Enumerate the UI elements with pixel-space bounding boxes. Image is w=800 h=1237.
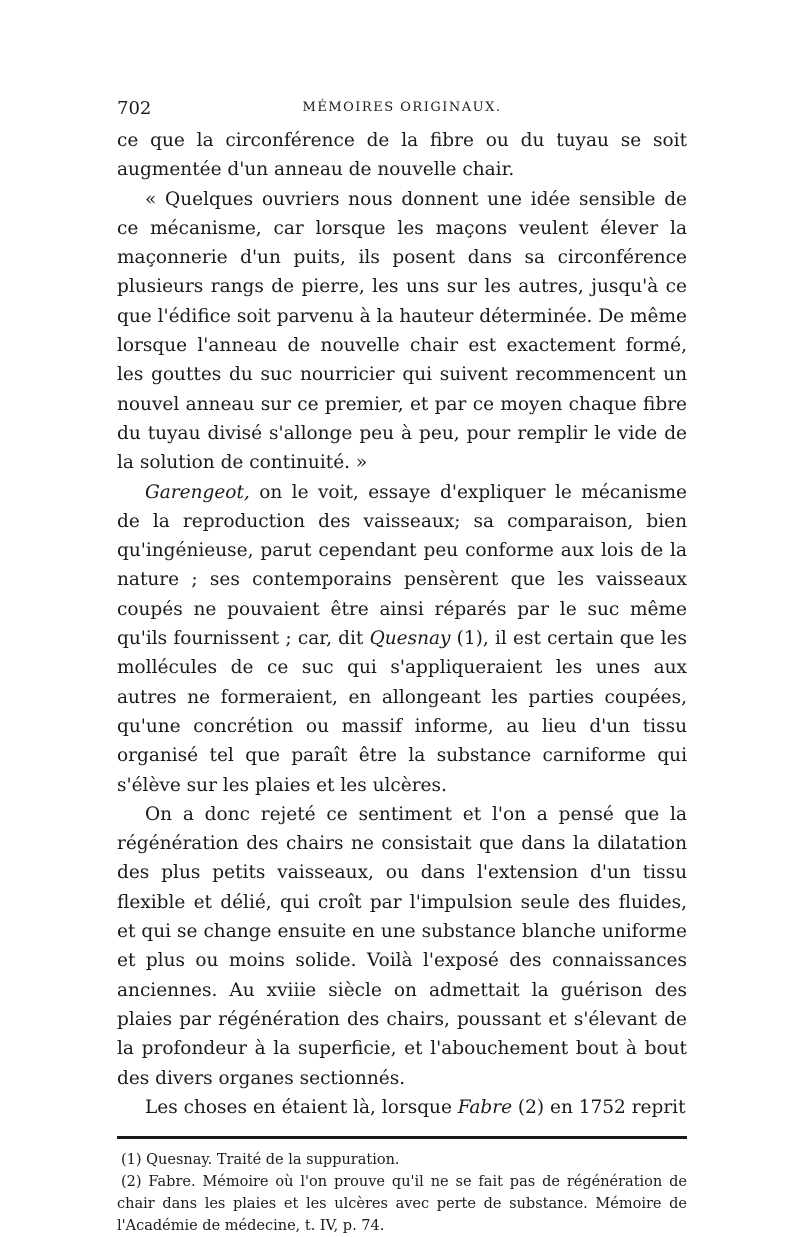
footnote-1: (1) Quesnay. Traité de la suppuration. xyxy=(121,1152,400,1169)
running-head: MÉMOIRES ORIGINAUX. xyxy=(302,100,502,115)
paragraph-4: On a donc rejeté ce sentiment et l'on a pensé que la régénération des chairs ne consistait que dans la dilatation des plus petits vaisseaux, ou dans l'extension d'un tissu flexible et délié, qui croît par l'impulsion seule des fluides, et qui se change ensuite en une substance blanche uniforme et plus ou moins solide. Voilà l'exposé des connaissances anciennes. Au xviiie siècle on admettait la guérison des plaies par régénération des chairs, poussant et s'élevant de la profondeur à la superficie, et l'abouchement bout à bout des divers organes sectionnés. xyxy=(117,803,687,1089)
paragraph-3-text-a: on le voit, essaye d'expliquer le mécanisme de la reproduction des vaisseaux; sa comparaison, bien qu'ingénieuse, parut cependant peu conforme aux lois de la nature ; ses contemporains pensèrent que les vaisseaux coupés ne pouvaient être ainsi réparés par le suc même qu'ils fournissent ; car, dit xyxy=(117,481,687,650)
paragraph-5 xyxy=(117,1093,687,1122)
author-fabre: Fabre xyxy=(457,1096,513,1118)
author-garengeot: Garengeot, xyxy=(145,481,250,503)
author-quesnay: Quesnay xyxy=(369,628,451,650)
page-number: 702 xyxy=(117,98,152,119)
paragraph-2: « Quelques ouvriers nous donnent une idée sensible de ce mécanisme, car lorsque les maçons veulent élever la maçonnerie d'un puits, ils posent dans sa circonférence plusieurs rangs de pierre, les uns sur les autres, jusqu'à ce que l'édifice soit parvenu à la hauteur déterminée. De même lorsque l'anneau de nouvelle chair est exactement formé, les gouttes du suc nourricier qui suivent recommencent un nouvel anneau sur ce premier, et par ce moyen chaque fibre du tuyau divisé s'allonge peu à peu, pour remplir le vide de la solution de continuité. » xyxy=(117,188,687,474)
paragraph-3 xyxy=(117,478,687,800)
footnotes xyxy=(117,1149,687,1237)
paragraph-5-text-a: Les choses en étaient là, lorsque xyxy=(145,1096,458,1118)
paragraph-3-text-b: (1), il est certain que les mollécules de ce suc qui s'appliqueraient les unes aux autres ne formeraient, en allongeant les parties coupées, qu'une concrétion ou massif informe, au lieu d'un tissu organisé tel que paraît être la substance carniforme qui s'élève sur les plaies et les ulcères. xyxy=(117,628,688,796)
body-text xyxy=(117,126,687,1122)
footnote-divider xyxy=(117,1136,687,1139)
paragraph-5-text-b: (2) en 1752 reprit xyxy=(512,1096,686,1118)
page xyxy=(117,96,687,1237)
paragraph-1: ce que la circonférence de la fibre ou du tuyau se soit augmentée d'un anneau de nouvelle chair. xyxy=(117,130,687,181)
page-header xyxy=(117,96,687,126)
footnote-2: (2) Fabre. Mémoire où l'on prouve qu'il ne se fait pas de régénération de chair dans les plaies et les ulcères avec perte de substance. Mémoire de l'Académie de médecine, t. IV, p. 74. xyxy=(117,1174,687,1235)
